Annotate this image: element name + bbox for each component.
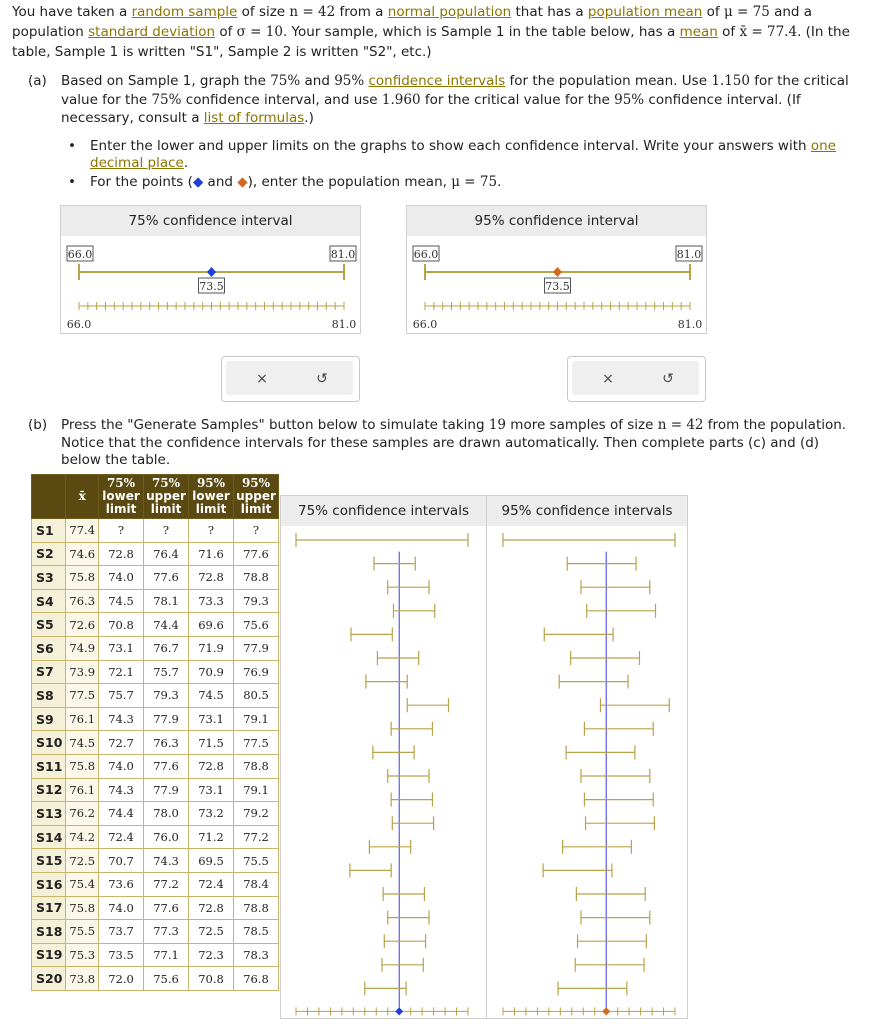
ci75-upper-cell: 76.3 xyxy=(144,731,189,755)
one-decimal-place-link[interactable]: one decimal place xyxy=(90,138,836,171)
mean-link[interactable]: mean xyxy=(679,24,718,40)
ci75-lower-cell: 75.7 xyxy=(99,684,144,708)
ci75-lower-cell: 74.5 xyxy=(99,589,144,613)
mean-point-marker xyxy=(553,267,562,277)
ci75-panel xyxy=(280,495,487,1019)
ci75-upper-cell: 77.1 xyxy=(144,943,189,967)
sample-mean-cell: 75.3 xyxy=(66,943,99,967)
sample-label-cell: S17 xyxy=(32,896,66,920)
ci75-upper-cell: 79.3 xyxy=(144,684,189,708)
lower-limit-label: 66.0 xyxy=(67,248,93,261)
sample-label-cell: S16 xyxy=(32,872,66,896)
part-b-label: (b) xyxy=(28,417,48,433)
graph-95-canvas[interactable] xyxy=(407,236,706,333)
ci95-lower-cell: 74.5 xyxy=(189,684,234,708)
sample-label-cell: S12 xyxy=(32,778,66,802)
sample-mean-cell: 77.4 xyxy=(66,519,99,543)
sample-mean-cell: 74.9 xyxy=(66,636,99,660)
intro-text: of xyxy=(717,24,740,40)
ci95-upper-cell: 79.1 xyxy=(234,778,279,802)
sample-label-cell: S2 xyxy=(32,542,66,566)
ci95-lower-cell: 72.8 xyxy=(189,896,234,920)
sample-label-cell: S6 xyxy=(32,636,66,660)
percent-95: 95% xyxy=(614,91,645,108)
normal-population-link[interactable]: normal population xyxy=(387,4,512,20)
blue-diamond-icon: ◆ xyxy=(192,174,204,190)
ci75-upper-cell: 75.6 xyxy=(144,967,189,991)
ci75-lower-cell: 74.3 xyxy=(99,707,144,731)
ci95-upper-cell: 78.8 xyxy=(234,754,279,778)
table-row xyxy=(32,802,279,826)
instruction-text: Enter the lower and upper limits on the graphs to show each confidence interval. Write your answers with xyxy=(90,138,811,154)
ci95-upper-cell: 76.8 xyxy=(234,967,279,991)
ci95-lower-cell: 72.4 xyxy=(189,872,234,896)
ci75-lower-cell: 74.0 xyxy=(99,566,144,590)
ci75-lower-cell: 72.0 xyxy=(99,967,144,991)
table-row xyxy=(32,754,279,778)
ci75-upper-cell: 74.4 xyxy=(144,613,189,637)
intro-text: You have taken a xyxy=(12,4,132,20)
sample-mean-cell: 72.5 xyxy=(66,849,99,873)
graph-95-toolbar xyxy=(567,356,706,402)
sample-label-cell: S20 xyxy=(32,967,66,991)
samples-table xyxy=(31,474,279,991)
ci75-lower-cell: 73.7 xyxy=(99,920,144,944)
table-row xyxy=(32,967,279,991)
sample-label-cell: S18 xyxy=(32,920,66,944)
sample-label-cell: S15 xyxy=(32,849,66,873)
sample-mean-cell: 76.3 xyxy=(66,589,99,613)
sample-mean-cell: 76.1 xyxy=(66,778,99,802)
ci95-lower-cell: 69.6 xyxy=(189,613,234,637)
ci75-upper-cell: 78.0 xyxy=(144,802,189,826)
sample-mean-cell: 75.4 xyxy=(66,872,99,896)
part-a-text: confidence interval. (If necessary, consult a xyxy=(61,91,801,126)
sample-count: 19 xyxy=(488,417,506,433)
standard-deviation-link[interactable]: standard deviation xyxy=(88,24,216,40)
part-a-text: Based on Sample 1, graph the xyxy=(61,73,271,89)
part-b xyxy=(28,417,858,470)
instruction-text: For the points ( xyxy=(90,174,193,190)
ci95-lower-cell: 69.5 xyxy=(189,849,234,873)
graph-95-title: 95% confidence interval xyxy=(407,206,706,236)
lower-limit-label: 66.0 xyxy=(413,248,439,261)
ci95-lower-cell: 72.8 xyxy=(189,566,234,590)
population-mean-value: μ = 75 xyxy=(723,4,770,20)
intro-text: of size xyxy=(237,4,290,20)
sample-mean-cell: 76.2 xyxy=(66,802,99,826)
sample-size: n = 42 xyxy=(657,417,704,433)
ci95-panel-title: 95% confidence intervals xyxy=(487,496,687,526)
part-a-text: confidence interval, and use xyxy=(181,91,382,108)
ci95-upper-cell: 79.3 xyxy=(234,589,279,613)
ci75-upper-input[interactable]: ? xyxy=(144,519,189,543)
table-row xyxy=(32,660,279,684)
ci75-chart xyxy=(281,496,486,1018)
table-row xyxy=(32,943,279,967)
upper-limit-label: 81.0 xyxy=(676,248,702,261)
ci75-lower-cell: 73.6 xyxy=(99,872,144,896)
ci95-lower-cell: 73.2 xyxy=(189,802,234,826)
instruction-item: • Enter the lower and upper limits on the graphs to show each confidence interval. Write your answers with one decimal place. xyxy=(68,138,836,171)
ci75-upper-cell: 76.0 xyxy=(144,825,189,849)
ci95-lower-cell: 71.2 xyxy=(189,825,234,849)
ci75-lower-cell: 72.4 xyxy=(99,825,144,849)
instruction-text: . xyxy=(497,174,502,190)
table-row xyxy=(32,872,279,896)
sample-mean-cell: 72.6 xyxy=(66,613,99,637)
sample-label-cell: S5 xyxy=(32,613,66,637)
ci75-upper-cell: 76.7 xyxy=(144,636,189,660)
ci75-upper-header: 75% upper limit xyxy=(144,475,189,519)
ci75-lower-cell: 74.4 xyxy=(99,802,144,826)
table-row xyxy=(32,731,279,755)
part-a-text: for the population mean. Use xyxy=(505,73,712,89)
axis-min-label: 66.0 xyxy=(66,318,92,331)
ci95-lower-cell: 71.6 xyxy=(189,542,234,566)
ci95-lower-cell: 72.3 xyxy=(189,943,234,967)
sample-mean-cell: 74.5 xyxy=(66,731,99,755)
ci75-upper-cell: 77.2 xyxy=(144,872,189,896)
sample-header xyxy=(32,475,66,519)
ci75-lower-cell: 72.1 xyxy=(99,660,144,684)
ci75-lower-cell: 70.7 xyxy=(99,849,144,873)
instruction-text: . xyxy=(183,155,189,171)
ci95-upper-cell: 75.6 xyxy=(234,613,279,637)
sample-mean-cell: 77.5 xyxy=(66,684,99,708)
part-b-text: more samples of size xyxy=(506,417,658,433)
random-sample-link[interactable]: random sample xyxy=(131,4,238,20)
ci75-upper-cell: 77.6 xyxy=(144,896,189,920)
ci75-upper-cell: 78.1 xyxy=(144,589,189,613)
ci95-upper-cell: 78.5 xyxy=(234,920,279,944)
ci75-lower-cell: 74.3 xyxy=(99,778,144,802)
intro-text: and a population xyxy=(12,4,813,40)
ci95-upper-cell: 79.1 xyxy=(234,707,279,731)
table-row xyxy=(32,519,279,543)
ci75-upper-cell: 77.6 xyxy=(144,566,189,590)
ci95-upper-cell: 77.5 xyxy=(234,731,279,755)
intro-text: of xyxy=(702,4,724,20)
ci75-lower-input[interactable]: ? xyxy=(99,519,144,543)
instruction-item: • For the points (◆ and ◆), enter the population mean, μ = 75. xyxy=(68,174,502,190)
ci75-upper-cell: 76.4 xyxy=(144,542,189,566)
problem-intro xyxy=(12,2,872,62)
graph-75-ci[interactable] xyxy=(60,205,361,334)
axis-max-label: 81.0 xyxy=(677,318,703,331)
graph-75-canvas[interactable] xyxy=(61,236,360,333)
percent-75: 75% xyxy=(151,91,182,108)
sample-label-cell: S4 xyxy=(32,589,66,613)
sample-label-cell: S19 xyxy=(32,943,66,967)
table-row xyxy=(32,636,279,660)
sample-label-cell: S14 xyxy=(32,825,66,849)
critical-value-75: 1.150 xyxy=(711,73,750,89)
ci95-upper-cell: 77.2 xyxy=(234,825,279,849)
ci95-upper-input[interactable]: ? xyxy=(234,519,279,543)
list-of-formulas-link[interactable]: list of formulas xyxy=(203,110,305,126)
ci95-lower-cell: 71.5 xyxy=(189,731,234,755)
part-b-text: Press the "Generate Samples" button below to simulate taking xyxy=(61,417,489,433)
sample-mean-cell: 75.5 xyxy=(66,920,99,944)
ci75-upper-cell: 77.3 xyxy=(144,920,189,944)
ci75-upper-cell: 77.6 xyxy=(144,754,189,778)
instruction-text: and xyxy=(203,174,238,190)
part-b-text: from the population. Notice that the confidence intervals for these samples are drawn automatically. Then complete parts (c) and (d) below the table. xyxy=(61,417,847,468)
table-row xyxy=(32,707,279,731)
sample-label-cell: S3 xyxy=(32,566,66,590)
table-row xyxy=(32,896,279,920)
orange-diamond-icon: ◆ xyxy=(237,174,248,190)
sample-mean-cell: 75.8 xyxy=(66,566,99,590)
ci75-lower-cell: 72.7 xyxy=(99,731,144,755)
ci75-upper-cell: 77.9 xyxy=(144,778,189,802)
sample-mean-cell: 75.8 xyxy=(66,754,99,778)
table-row xyxy=(32,566,279,590)
sample-mean-cell: 73.9 xyxy=(66,660,99,684)
ci95-upper-cell: 78.8 xyxy=(234,566,279,590)
ci95-lower-cell: 72.5 xyxy=(189,920,234,944)
table-row xyxy=(32,849,279,873)
ci95-chart xyxy=(487,496,687,1018)
ci95-lower-cell: 73.1 xyxy=(189,707,234,731)
ci95-upper-cell: 78.8 xyxy=(234,896,279,920)
sample-label-cell: S9 xyxy=(32,707,66,731)
percent-75: 75% xyxy=(270,73,301,89)
ci95-lower-cell: 73.1 xyxy=(189,778,234,802)
ci75-lower-cell: 74.0 xyxy=(99,896,144,920)
ci95-lower-cell: 72.8 xyxy=(189,754,234,778)
ci75-panel-title: 75% confidence intervals xyxy=(281,496,486,526)
sample-label-cell: S11 xyxy=(32,754,66,778)
axis-max-label: 81.0 xyxy=(331,318,357,331)
part-a-text: for the critical value for the xyxy=(61,73,849,108)
population-mean-link[interactable]: population mean xyxy=(587,4,703,20)
ci95-lower-cell: 71.9 xyxy=(189,636,234,660)
table-row xyxy=(32,542,279,566)
sample-mean-cell: 74.2 xyxy=(66,825,99,849)
ci75-upper-cell: 77.9 xyxy=(144,707,189,731)
sample-label-cell: S13 xyxy=(32,802,66,826)
part-a-text: for the critical value for the xyxy=(420,91,615,108)
clear-button[interactable]: × xyxy=(602,371,614,387)
mean-point-marker xyxy=(602,1007,610,1015)
intro-text: . Your sample, which is Sample 1 in the table below, has a xyxy=(282,24,680,40)
graph-75-title: 75% confidence interval xyxy=(61,206,360,236)
table-row xyxy=(32,778,279,802)
part-a xyxy=(28,72,858,128)
sample-mean-cell: 75.8 xyxy=(66,896,99,920)
sample-mean-cell: 74.6 xyxy=(66,542,99,566)
intro-text: that has a xyxy=(511,4,588,20)
critical-value-95: 1.960 xyxy=(381,91,421,108)
ci95-lower-input[interactable]: ? xyxy=(189,519,234,543)
percent-95: 95% xyxy=(334,73,365,89)
mean-point-marker xyxy=(207,267,216,277)
ci95-upper-cell: 80.5 xyxy=(234,684,279,708)
ci75-lower-cell: 73.1 xyxy=(99,636,144,660)
ci95-upper-cell: 78.3 xyxy=(234,943,279,967)
point-value-label: 73.5 xyxy=(545,280,570,293)
confidence-intervals-link[interactable]: confidence intervals xyxy=(368,73,506,89)
table-row xyxy=(32,825,279,849)
instruction-text: ), enter the population mean, xyxy=(247,174,452,190)
table-row xyxy=(32,613,279,637)
ci75-upper-cell: 74.3 xyxy=(144,849,189,873)
sample-label-cell: S8 xyxy=(32,684,66,708)
undo-button[interactable]: ↺ xyxy=(662,371,674,387)
table-row xyxy=(32,920,279,944)
population-mean-value: μ = 75 xyxy=(451,174,498,190)
ci75-lower-cell: 70.8 xyxy=(99,613,144,637)
intro-text: of xyxy=(215,24,237,40)
ci95-panel xyxy=(486,495,688,1019)
sample-mean-cell: 76.1 xyxy=(66,707,99,731)
part-a-text: .) xyxy=(304,110,314,126)
ci95-upper-cell: 75.5 xyxy=(234,849,279,873)
xbar-header: x̄ xyxy=(66,475,99,519)
ci95-lower-cell: 73.3 xyxy=(189,589,234,613)
ci75-lower-cell: 74.0 xyxy=(99,754,144,778)
table-row xyxy=(32,684,279,708)
ci75-lower-header: 75% lower limit xyxy=(99,475,144,519)
axis-min-label: 66.0 xyxy=(412,318,438,331)
part-a-label: (a) xyxy=(28,73,47,89)
ci95-upper-cell: 77.6 xyxy=(234,542,279,566)
ci95-upper-cell: 76.9 xyxy=(234,660,279,684)
sample-label-cell: S7 xyxy=(32,660,66,684)
sample-label-cell: S1 xyxy=(32,519,66,543)
sample-label-cell: S10 xyxy=(32,731,66,755)
ci95-lower-cell: 70.9 xyxy=(189,660,234,684)
ci95-upper-cell: 78.4 xyxy=(234,872,279,896)
ci75-lower-cell: 72.8 xyxy=(99,542,144,566)
mean-point-marker xyxy=(395,1007,403,1015)
undo-button[interactable]: ↺ xyxy=(316,371,328,387)
ci95-upper-header: 95% upper limit xyxy=(234,475,279,519)
instructions-list xyxy=(68,138,858,193)
ci95-upper-cell: 77.9 xyxy=(234,636,279,660)
table-row xyxy=(32,589,279,613)
graph-95-ci[interactable] xyxy=(406,205,707,334)
part-a-text: and xyxy=(300,73,335,89)
ci95-lower-header: 95% lower limit xyxy=(189,475,234,519)
clear-button[interactable]: × xyxy=(256,371,268,387)
graph-75-toolbar xyxy=(221,356,360,402)
intro-text: from a xyxy=(335,4,388,20)
sigma-value: σ = 10 xyxy=(236,24,283,40)
intro-text: . (In the table, Sample 1 is written "S1", Sample 2 is written "S2", etc.) xyxy=(12,24,850,60)
sample-mean-cell: 73.8 xyxy=(66,967,99,991)
point-value-label: 73.5 xyxy=(199,280,224,293)
ci75-upper-cell: 75.7 xyxy=(144,660,189,684)
upper-limit-label: 81.0 xyxy=(330,248,356,261)
sample-mean-value: x̄ = 77.4 xyxy=(739,24,798,40)
sample-size: n = 42 xyxy=(289,4,336,20)
ci95-upper-cell: 79.2 xyxy=(234,802,279,826)
ci75-lower-cell: 73.5 xyxy=(99,943,144,967)
ci95-lower-cell: 70.8 xyxy=(189,967,234,991)
